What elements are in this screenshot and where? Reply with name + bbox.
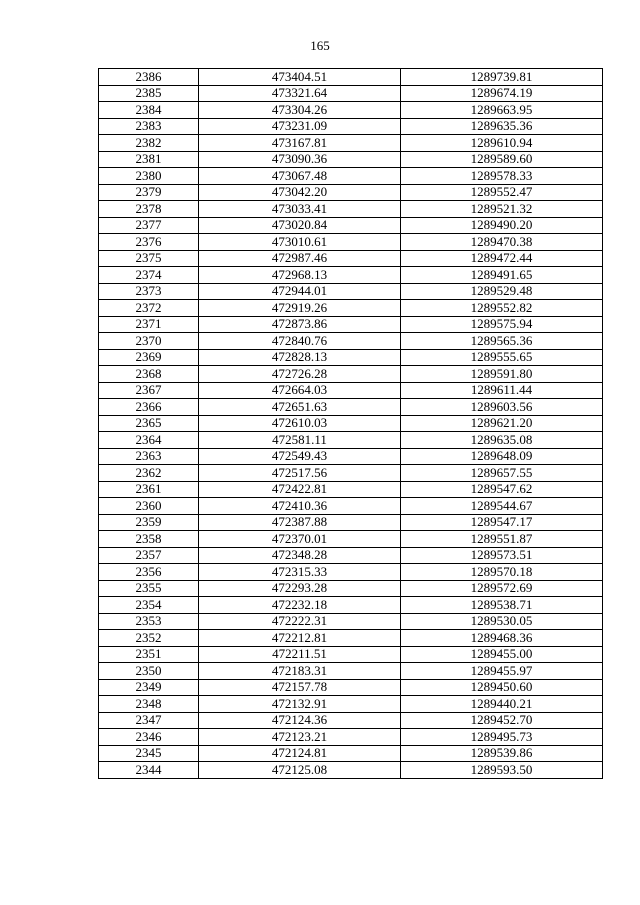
x-coordinate-cell: 472968.13 [199,267,401,284]
x-coordinate-cell: 473304.26 [199,102,401,119]
x-coordinate-cell: 472124.36 [199,712,401,729]
y-coordinate-cell: 1289635.36 [401,118,603,135]
y-coordinate-cell: 1289552.47 [401,184,603,201]
point-number-cell: 2346 [99,729,199,746]
point-number-cell: 2344 [99,762,199,779]
table-row [99,481,603,498]
point-number-cell: 2361 [99,481,199,498]
y-coordinate-cell: 1289495.73 [401,729,603,746]
x-coordinate-cell: 472232.18 [199,597,401,614]
x-coordinate-cell: 472125.08 [199,762,401,779]
table-row [99,366,603,383]
table-row [99,415,603,432]
point-number-cell: 2363 [99,448,199,465]
x-coordinate-cell: 472123.21 [199,729,401,746]
table-row [99,184,603,201]
x-coordinate-cell: 472873.86 [199,316,401,333]
point-number-cell: 2351 [99,646,199,663]
x-coordinate-cell: 472212.81 [199,630,401,647]
x-coordinate-cell: 472726.28 [199,366,401,383]
y-coordinate-cell: 1289450.60 [401,679,603,696]
x-coordinate-cell: 473321.64 [199,85,401,102]
point-number-cell: 2373 [99,283,199,300]
table-row [99,399,603,416]
x-coordinate-cell: 472410.36 [199,498,401,515]
y-coordinate-cell: 1289552.82 [401,300,603,317]
y-coordinate-cell: 1289565.36 [401,333,603,350]
point-number-cell: 2374 [99,267,199,284]
y-coordinate-cell: 1289529.48 [401,283,603,300]
x-coordinate-cell: 472211.51 [199,646,401,663]
table-row [99,448,603,465]
y-coordinate-cell: 1289570.18 [401,564,603,581]
y-coordinate-cell: 1289547.62 [401,481,603,498]
table-row [99,646,603,663]
x-coordinate-cell: 472315.33 [199,564,401,581]
y-coordinate-cell: 1289572.69 [401,580,603,597]
table-row [99,333,603,350]
table-row [99,168,603,185]
y-coordinate-cell: 1289575.94 [401,316,603,333]
table-row [99,762,603,779]
y-coordinate-cell: 1289603.56 [401,399,603,416]
y-coordinate-cell: 1289470.38 [401,234,603,251]
table-row [99,679,603,696]
y-coordinate-cell: 1289589.60 [401,151,603,168]
y-coordinate-cell: 1289544.67 [401,498,603,515]
y-coordinate-cell: 1289551.87 [401,531,603,548]
y-coordinate-cell: 1289539.86 [401,745,603,762]
x-coordinate-cell: 472293.28 [199,580,401,597]
point-number-cell: 2354 [99,597,199,614]
x-coordinate-cell: 472610.03 [199,415,401,432]
coordinates-table-body [99,69,603,779]
y-coordinate-cell: 1289739.81 [401,69,603,86]
point-number-cell: 2379 [99,184,199,201]
table-row [99,597,603,614]
y-coordinate-cell: 1289547.17 [401,514,603,531]
point-number-cell: 2370 [99,333,199,350]
table-row [99,316,603,333]
point-number-cell: 2345 [99,745,199,762]
x-coordinate-cell: 472581.11 [199,432,401,449]
point-number-cell: 2381 [99,151,199,168]
x-coordinate-cell: 473067.48 [199,168,401,185]
y-coordinate-cell: 1289538.71 [401,597,603,614]
point-number-cell: 2376 [99,234,199,251]
y-coordinate-cell: 1289468.36 [401,630,603,647]
table-row [99,267,603,284]
point-number-cell: 2355 [99,580,199,597]
table-row [99,349,603,366]
point-number-cell: 2375 [99,250,199,267]
x-coordinate-cell: 473033.41 [199,201,401,218]
point-number-cell: 2359 [99,514,199,531]
coordinates-table [98,68,603,779]
y-coordinate-cell: 1289530.05 [401,613,603,630]
x-coordinate-cell: 472664.03 [199,382,401,399]
x-coordinate-cell: 473020.84 [199,217,401,234]
point-number-cell: 2357 [99,547,199,564]
table-row [99,712,603,729]
point-number-cell: 2365 [99,415,199,432]
y-coordinate-cell: 1289455.00 [401,646,603,663]
point-number-cell: 2369 [99,349,199,366]
table-row [99,630,603,647]
table-row [99,547,603,564]
y-coordinate-cell: 1289648.09 [401,448,603,465]
point-number-cell: 2348 [99,696,199,713]
point-number-cell: 2382 [99,135,199,152]
point-number-cell: 2384 [99,102,199,119]
x-coordinate-cell: 472987.46 [199,250,401,267]
y-coordinate-cell: 1289555.65 [401,349,603,366]
point-number-cell: 2353 [99,613,199,630]
y-coordinate-cell: 1289521.32 [401,201,603,218]
y-coordinate-cell: 1289593.50 [401,762,603,779]
page-number: 165 [310,38,330,53]
x-coordinate-cell: 472124.81 [199,745,401,762]
y-coordinate-cell: 1289591.80 [401,366,603,383]
y-coordinate-cell: 1289610.94 [401,135,603,152]
point-number-cell: 2364 [99,432,199,449]
point-number-cell: 2362 [99,465,199,482]
table-row [99,498,603,515]
table-row [99,300,603,317]
point-number-cell: 2352 [99,630,199,647]
point-number-cell: 2350 [99,663,199,680]
y-coordinate-cell: 1289455.97 [401,663,603,680]
x-coordinate-cell: 472348.28 [199,547,401,564]
point-number-cell: 2360 [99,498,199,515]
x-coordinate-cell: 472370.01 [199,531,401,548]
y-coordinate-cell: 1289635.08 [401,432,603,449]
table-row [99,580,603,597]
y-coordinate-cell: 1289452.70 [401,712,603,729]
table-row [99,745,603,762]
point-number-cell: 2356 [99,564,199,581]
table-row [99,234,603,251]
y-coordinate-cell: 1289621.20 [401,415,603,432]
point-number-cell: 2347 [99,712,199,729]
y-coordinate-cell: 1289611.44 [401,382,603,399]
x-coordinate-cell: 472828.13 [199,349,401,366]
point-number-cell: 2371 [99,316,199,333]
y-coordinate-cell: 1289663.95 [401,102,603,119]
x-coordinate-cell: 473010.61 [199,234,401,251]
x-coordinate-cell: 473231.09 [199,118,401,135]
point-number-cell: 2383 [99,118,199,135]
table-row [99,151,603,168]
y-coordinate-cell: 1289573.51 [401,547,603,564]
x-coordinate-cell: 472183.31 [199,663,401,680]
table-row [99,663,603,680]
x-coordinate-cell: 472517.56 [199,465,401,482]
point-number-cell: 2377 [99,217,199,234]
point-number-cell: 2368 [99,366,199,383]
x-coordinate-cell: 472919.26 [199,300,401,317]
table-row [99,217,603,234]
point-number-cell: 2367 [99,382,199,399]
point-number-cell: 2372 [99,300,199,317]
table-row [99,250,603,267]
x-coordinate-cell: 472157.78 [199,679,401,696]
table-row [99,531,603,548]
point-number-cell: 2385 [99,85,199,102]
table-row [99,696,603,713]
y-coordinate-cell: 1289440.21 [401,696,603,713]
point-number-cell: 2378 [99,201,199,218]
table-row [99,564,603,581]
x-coordinate-cell: 472222.31 [199,613,401,630]
table-row [99,382,603,399]
table-row [99,514,603,531]
x-coordinate-cell: 472549.43 [199,448,401,465]
table-row [99,102,603,119]
table-row [99,432,603,449]
x-coordinate-cell: 472651.63 [199,399,401,416]
x-coordinate-cell: 473404.51 [199,69,401,86]
table-row [99,69,603,86]
point-number-cell: 2380 [99,168,199,185]
y-coordinate-cell: 1289674.19 [401,85,603,102]
table-row [99,118,603,135]
table-row [99,135,603,152]
x-coordinate-cell: 472387.88 [199,514,401,531]
point-number-cell: 2358 [99,531,199,548]
table-row [99,85,603,102]
x-coordinate-cell: 472944.01 [199,283,401,300]
y-coordinate-cell: 1289472.44 [401,250,603,267]
x-coordinate-cell: 472132.91 [199,696,401,713]
table-row [99,613,603,630]
x-coordinate-cell: 473042.20 [199,184,401,201]
y-coordinate-cell: 1289657.55 [401,465,603,482]
table-row [99,465,603,482]
y-coordinate-cell: 1289491.65 [401,267,603,284]
x-coordinate-cell: 472422.81 [199,481,401,498]
point-number-cell: 2366 [99,399,199,416]
x-coordinate-cell: 472840.76 [199,333,401,350]
table-row [99,201,603,218]
x-coordinate-cell: 473167.81 [199,135,401,152]
y-coordinate-cell: 1289490.20 [401,217,603,234]
y-coordinate-cell: 1289578.33 [401,168,603,185]
point-number-cell: 2349 [99,679,199,696]
x-coordinate-cell: 473090.36 [199,151,401,168]
table-row [99,729,603,746]
point-number-cell: 2386 [99,69,199,86]
table-row [99,283,603,300]
